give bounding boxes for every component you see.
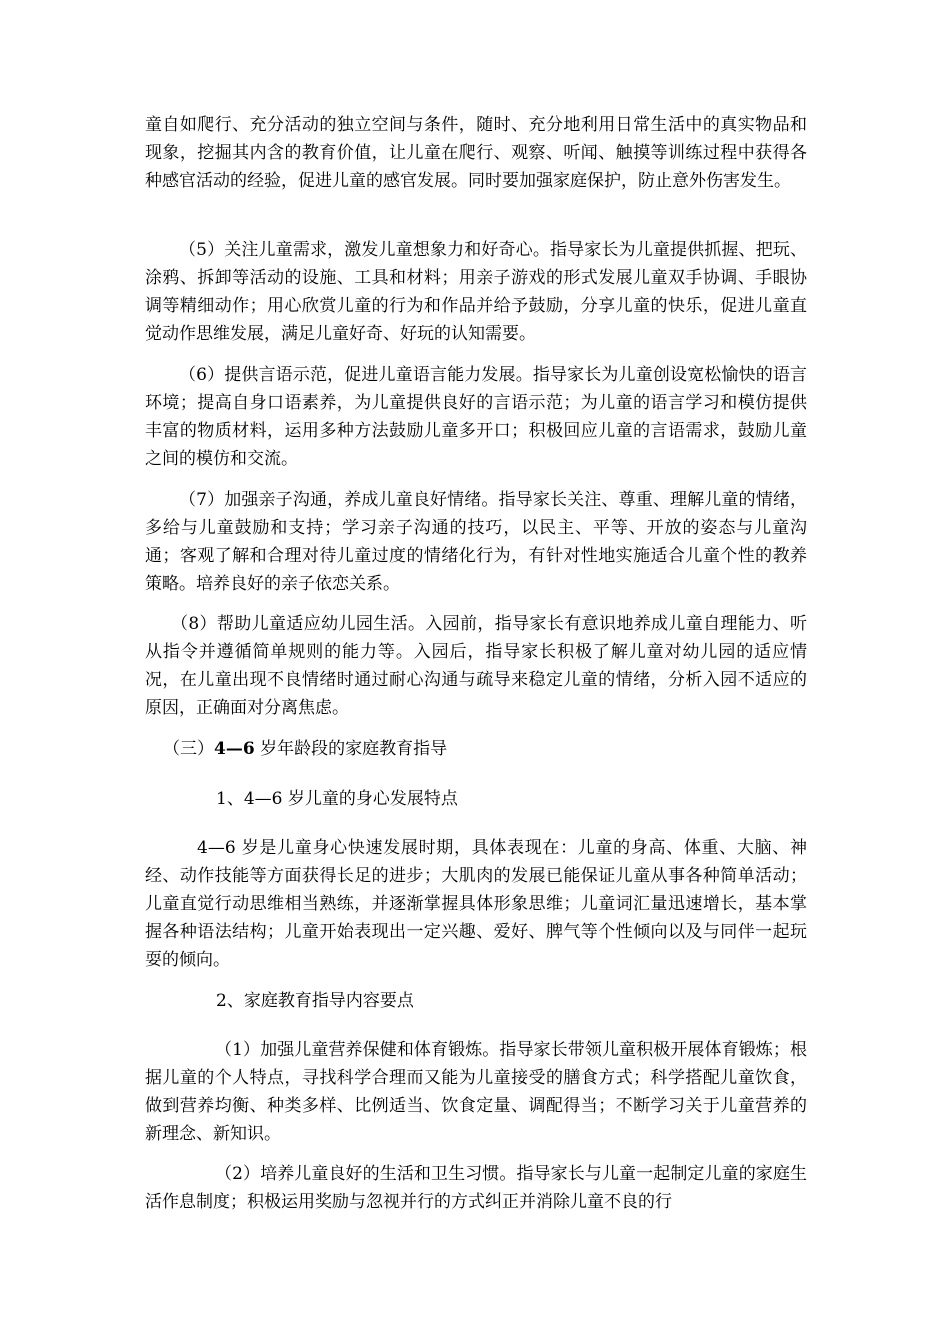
paragraph-46-item-1: （1）加强儿童营养保健和体育锻炼。指导家长带领儿童积极开展体育锻炼；根据儿童的个人特点，寻找科学合理而又能为儿童接受的膳食方式；科学搭配儿童饮食，做到营养均衡、种类多样、比例适当、饮食定量、调配得当；不断学习关于儿童营养的新理念、新知识。 — [145, 1040, 807, 1144]
paragraph-item-7: （7）加强亲子沟通，养成儿童良好情绪。指导家长关注、尊重、理解儿童的情绪，多给与儿童鼓励和支持；学习亲子沟通的技巧，以民主、平等、开放的姿态与儿童沟通；客观了解和合理对待儿童过度的情绪化行为，有针对性地实施适合儿童个性的教养策略。培养良好的亲子依恋关系。 — [145, 490, 807, 594]
paragraph-46-item-2: （2）培养儿童良好的生活和卫生习惯。指导家长与儿童一起制定儿童的家庭生活作息制度；积极运用奖励与忽视并行的方式纠正并消除儿童不良的行 — [145, 1164, 807, 1212]
paragraph-development-features: 4—6 岁是儿童身心快速发展时期，具体表现在：儿童的身高、体重、大脑、神经、动作技能等方面获得长足的进步；大肌肉的发展已能保证儿童从事各种简单活动；儿童直觉行动思维相当熟练，并逐渐掌握具体形象思维；儿童词汇量迅速增长，基本掌握各种语法结构；儿童开始表现出一定兴趣、爱好、脾气等个性倾向以及与同伴一起玩耍的倾向。 — [145, 838, 807, 970]
section-heading-suffix: 岁年龄段的家庭教育指导 — [254, 739, 448, 759]
paragraph-item-5: （5）关注儿童需求，激发儿童想象力和好奇心。指导家长为儿童提供抓握、把玩、涂鸦、拆卸等活动的设施、工具和材料；用亲子游戏的形式发展儿童双手协调、手眼协调等精细动作；用心欣赏儿童的行为和作品并给予鼓励，分享儿童的快乐，促进儿童直觉动作思维发展，满足儿童好奇、好玩的认知需要。 — [145, 240, 807, 344]
subheading-development-features: 1、4—6 岁儿童的身心发展特点 — [216, 789, 458, 809]
paragraph-item-8: （8）帮助儿童适应幼儿园生活。入园前，指导家长有意识地养成儿童自理能力、听从指令并遵循简单规则的能力等。入园后，指导家长积极了解儿童对幼儿园的适应情况，在儿童出现不良情绪时通过耐心沟通与疏导来稳定儿童的情绪，分析入园不适应的原因，正确面对分离焦虑。 — [145, 614, 807, 718]
section-heading-age-range: 4—6 — [214, 739, 255, 759]
paragraph-item-6: （6）提供言语示范，促进儿童语言能力发展。指导家长为儿童创设宽松愉快的语言环境；提高自身口语素养，为儿童提供良好的言语示范；为儿童的语言学习和模仿提供丰富的物质材料，运用多种方法鼓励儿童多开口；积极回应儿童的言语需求，鼓励儿童之间的模仿和交流。 — [145, 365, 807, 469]
section-heading-three — [163, 735, 447, 763]
paragraph-intro: 童自如爬行、充分活动的独立空间与条件，随时、充分地利用日常生活中的真实物品和现象，挖掘其内含的教育价值，让儿童在爬行、观察、听闻、触摸等训练过程中获得各种感官活动的经验，促进儿童的感官发展。同时要加强家庭保护，防止意外伤害发生。 — [145, 115, 807, 191]
subheading-guidance-points: 2、家庭教育指导内容要点 — [216, 991, 414, 1011]
section-heading-prefix: （三） — [163, 739, 214, 759]
